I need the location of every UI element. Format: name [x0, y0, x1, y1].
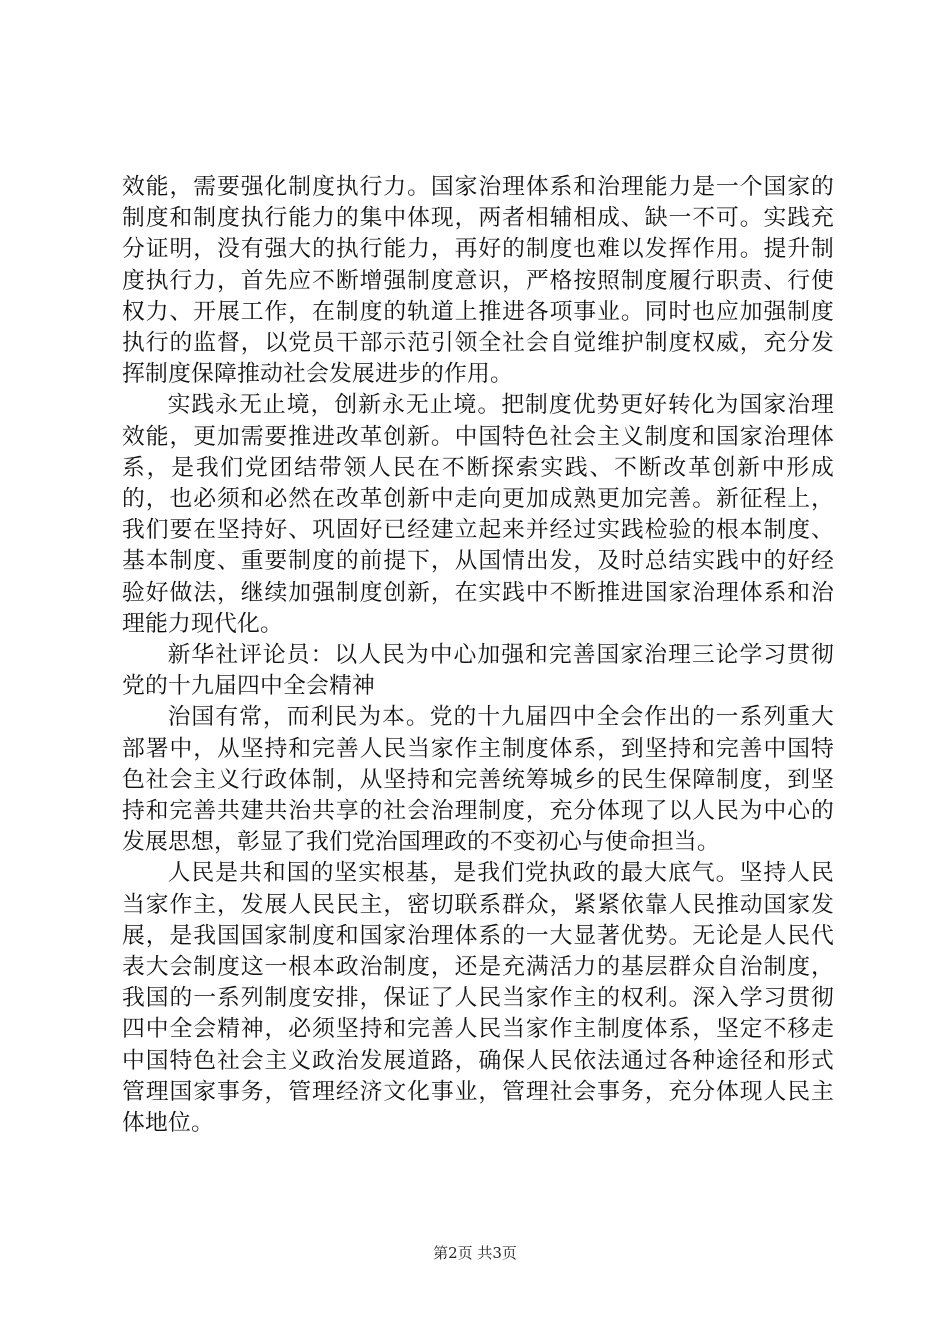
article-heading: 新华社评论员：以人民为中心加强和完善国家治理三论学习贯彻党的十九届四中全会精神 [122, 642, 834, 700]
paragraph-continuation: 效能，需要强化制度执行力。国家治理体系和治理能力是一个国家的制度和制度执行能力的集中体现，两者相辅相成、缺一不可。实践充分证明，没有强大的执行能力，再好的制度也难以发挥作用。提升制度执行力，首先应不断增强制度意识，严格按照制度履行职责、行使权力、开展工作，在制度的轨道上推进各项事业。同时也应加强制度执行的监督，以党员干部示范引领全社会自觉维护制度权威，充分发挥制度保障推动社会发展进步的作用。 [122, 174, 834, 388]
paragraph-governance: 治国有常，而利民为本。党的十九届四中全会作出的一系列重大部署中，从坚持和完善人民当家作主制度体系，到坚持和完善中国特色社会主义行政体制，从坚持和完善统筹城乡的民生保障制度，到坚持和完善共建共治共享的社会治理制度，充分体现了以人民为中心的发展思想，彰显了我们党治国理政的不变初心与使命担当。 [122, 704, 834, 856]
document-body [122, 172, 834, 1139]
paragraph-innovation: 实践永无止境，创新永无止境。把制度优势更好转化为国家治理效能，更加需要推进改革创新。中国特色社会主义制度和国家治理体系，是我们党团结带领人民在不断探索实践、不断改革创新中形成的，也必须和必然在改革创新中走向更加成熟更加完善。新征程上，我们要在坚持好、巩固好已经建立起来并经过实践检验的根本制度、基本制度、重要制度的前提下，从国情出发，及时总结实践中的好经验好做法，继续加强制度创新，在实践中不断推进国家治理体系和治理能力现代化。 [122, 392, 834, 637]
page-number-footer: 第2页 共3页 [433, 1244, 517, 1262]
paragraph-people: 人民是共和国的坚实根基，是我们党执政的最大底气。坚持人民当家作主，发展人民民主，密切联系群众，紧紧依靠人民推动国家发展，是我国国家制度和国家治理体系的一大显著优势。无论是人民代表大会制度这一根本政治制度，还是充满活力的基层群众自治制度，我国的一系列制度安排，保证了人民当家作主的权利。深入学习贯彻四中全会精神，必须坚持和完善人民当家作主制度体系，坚定不移走中国特色社会主义政治发展道路，确保人民依法通过各种途径和形式管理国家事务，管理经济文化事业，管理社会事务，充分体现人民主体地位。 [122, 860, 834, 1137]
